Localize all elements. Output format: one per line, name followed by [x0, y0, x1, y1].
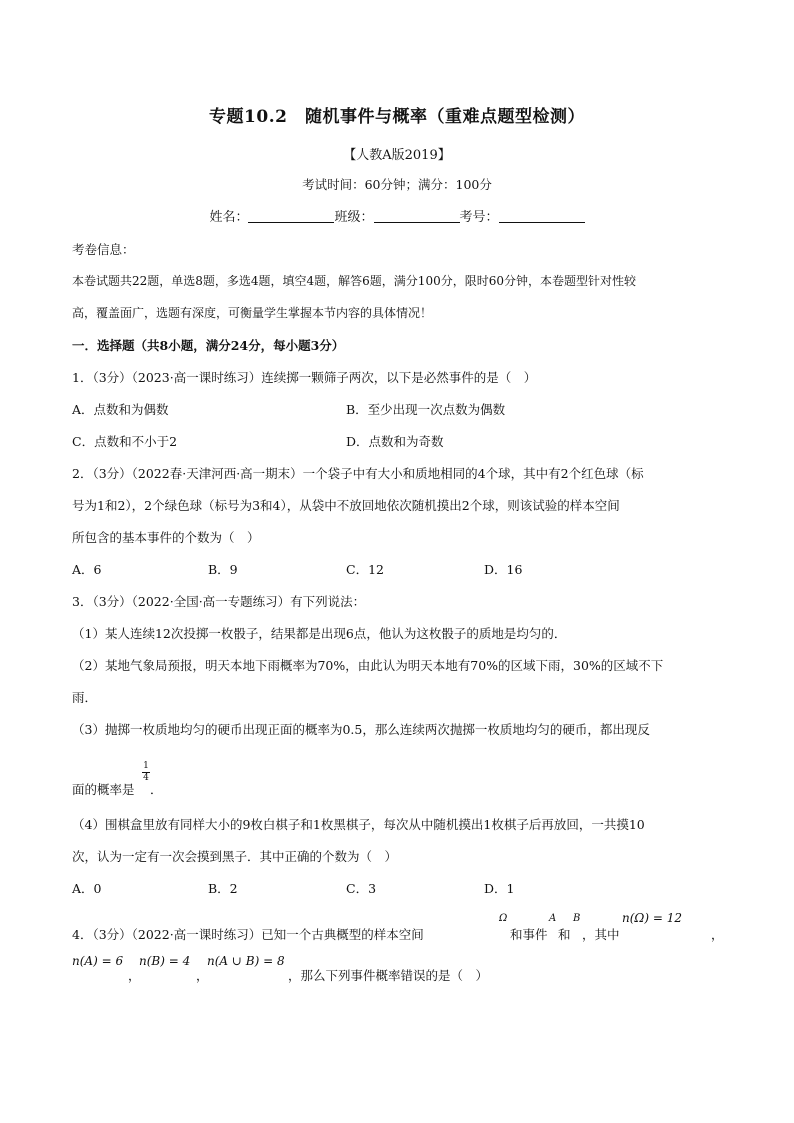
q4-and: 和 [558, 927, 571, 942]
q2-option-d: D．16 [484, 562, 523, 577]
q4-among: ，其中 [582, 927, 620, 942]
class-label: 班级： [334, 210, 374, 225]
q4-eq-n-b: n(B) = 4 [139, 954, 191, 968]
q4-comma-3: ， [196, 968, 209, 983]
q3-statement-4a: （4）围棋盒里放有同样大小的9枚白棋子和1枚黑棋子，每次从中随机摸出1枚棋子后再放回，一共摸10 [72, 817, 645, 832]
q2-line-2: 号为1和2），2个绿色球（标号为3和4），从袋中不放回地依次随机摸出2个球，则该试验的样本空间 [72, 498, 620, 513]
name-blank [248, 208, 334, 223]
q3-fraction-period: ． [150, 782, 163, 797]
q3-statement-1: （1）某人连续12次投掷一枚骰子，结果都是出现6点，他认为这枚骰子的质地是均匀的． [72, 626, 567, 641]
q3-option-d: D．1 [484, 881, 515, 896]
q1-option-c: C．点数和不小于2 [72, 434, 178, 449]
exam-info-label: 考卷信息： [72, 242, 135, 257]
q4-event-a: A [549, 913, 557, 924]
q4-omega: Ω [499, 913, 508, 924]
q3-statement-3b: 面的概率是 [72, 782, 135, 797]
exam-info-line-1: 本卷试题共22题，单选8题，多选4题，填空4题，解答6题，满分100分，限时60分钟，本卷题型针对性较 [72, 274, 636, 288]
q3-statement-2a: （2）某地气象局预报，明天本地下雨概率为70%，由此认为明天本地有70%的区域下雨，30%的区域不下 [72, 658, 664, 673]
number-blank [499, 208, 585, 223]
q4-eq-n-a-union-b: n(A ∪ B) = 8 [207, 954, 285, 968]
class-blank [374, 208, 460, 223]
page-title: 专题10.2 随机事件与概率（重难点题型检测） [209, 107, 585, 127]
q4-and-event: 和事件 [510, 927, 548, 942]
q1-option-d: D．点数和为奇数 [346, 434, 444, 449]
q2-line-3: 所包含的基本事件的个数为（ ） [72, 530, 260, 545]
q3-statement-2b: 雨． [72, 690, 98, 705]
q3-stem: 3．（3分）（2022·全国·高一专题练习）有下列说法： [72, 594, 366, 609]
q1-option-b: B．至少出现一次点数为偶数 [346, 402, 506, 417]
q4-stem-start: 4．（3分）（2022·高一课时练习）已知一个古典概型的样本空间 [72, 927, 424, 942]
q2-option-b: B．9 [208, 562, 238, 577]
q1-option-a: A．点数和为偶数 [72, 402, 169, 417]
time-info: 考试时间：60分钟；满分：100分 [302, 177, 492, 192]
q4-comma-2: ， [128, 968, 141, 983]
q3-option-a: A．0 [72, 881, 102, 896]
section-heading: 一．选择题（共8小题，满分24分，每小题3分） [72, 338, 345, 353]
q4-eq-n-omega: n(Ω) = 12 [622, 911, 682, 925]
q2-line-1: 2．（3分）（2022春·天津河西·高一期末）一个袋子中有大小和质地相同的4个球，其中有2个红色球（标 [72, 466, 644, 481]
q3-option-c: C．3 [346, 881, 377, 896]
q4-event-b: B [573, 913, 581, 924]
q2-option-a: A．6 [72, 562, 102, 577]
q1-stem: 1．（3分）（2023·高一课时练习）连续掷一颗筛子两次，以下是必然事件的是（ ） [72, 370, 537, 385]
q4-comma-1: ， [711, 927, 724, 942]
q4-stem-end: ，那么下列事件概率错误的是（ ） [288, 968, 489, 983]
number-label: 考号： [459, 210, 499, 225]
exam-info-line-2: 高，覆盖面广，选题有深度，可衡量学生掌握本节内容的具体情况！ [72, 306, 433, 320]
q3-statement-3a: （3）抛掷一枚质地均匀的硬币出现正面的概率为0.5，那么连续两次抛掷一枚质地均匀的硬币，都出现反 [72, 722, 650, 737]
name-label: 姓名： [209, 210, 249, 225]
fraction-numerator: 1 [143, 761, 149, 771]
edition-label: 【人教A版2019】 [343, 148, 451, 163]
q3-fraction [142, 762, 150, 783]
q3-statement-4b: 次，认为一定有一次会摸到黑子．其中正确的个数为（ ） [72, 849, 398, 864]
q4-eq-n-a: n(A) = 6 [72, 954, 124, 968]
fraction-denominator: 4 [143, 773, 149, 783]
q2-option-c: C．12 [346, 562, 384, 577]
q3-option-b: B．2 [208, 881, 238, 896]
student-info-line [0, 206, 794, 225]
